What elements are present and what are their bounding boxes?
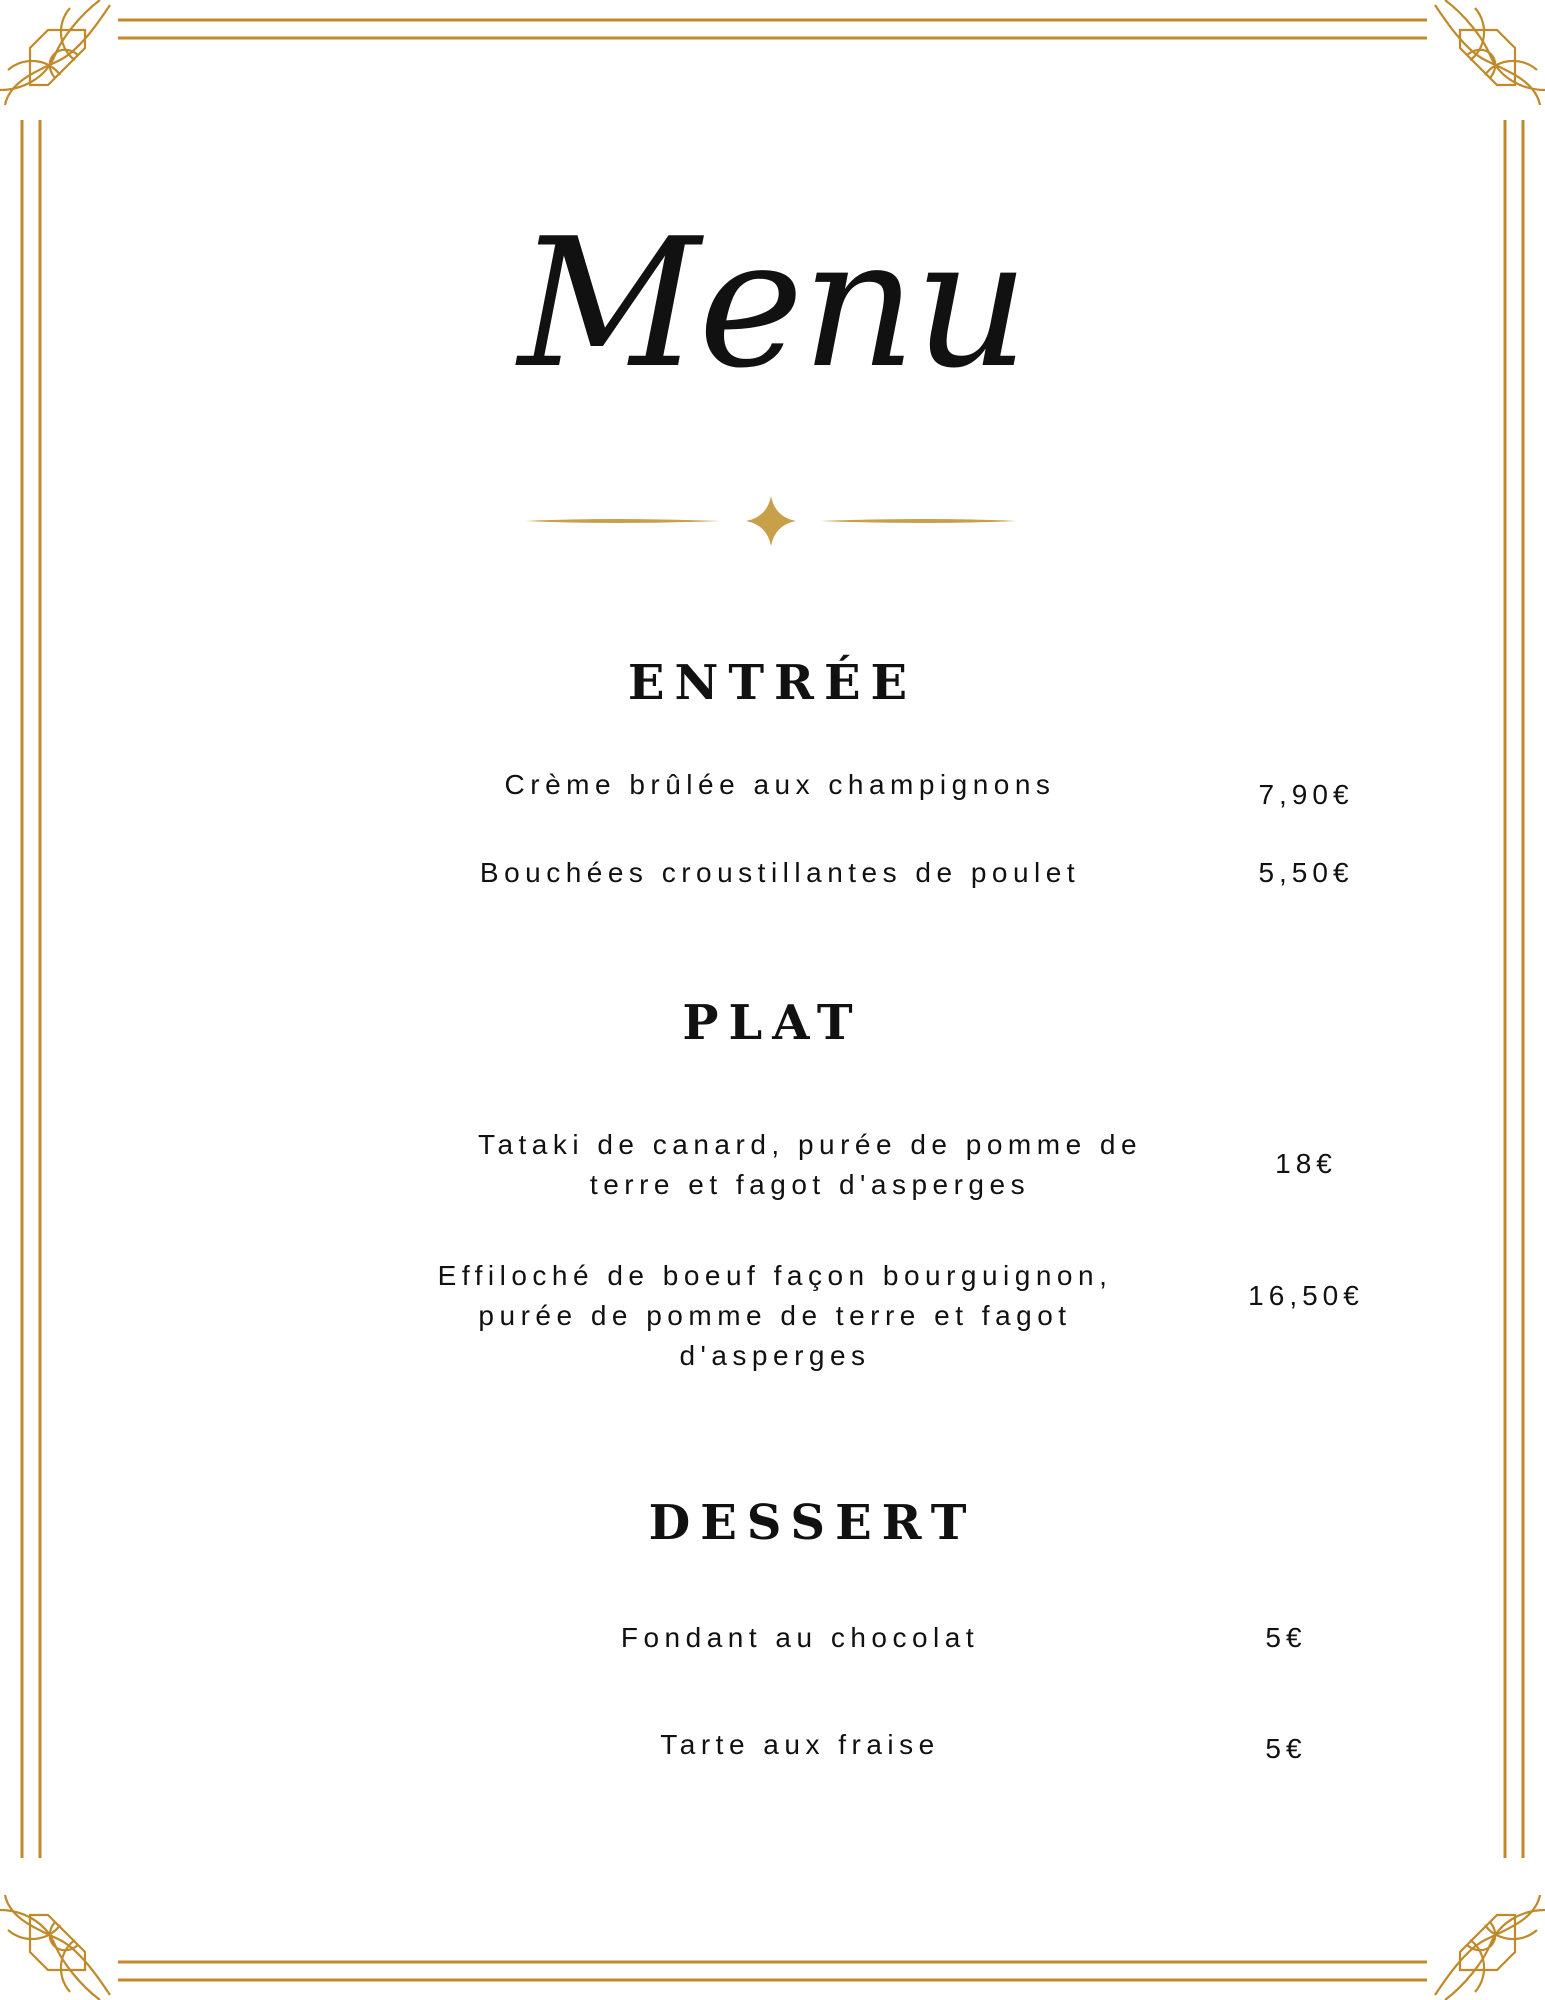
- corner-ornament-top-right: [1435, 0, 1545, 105]
- menu-item-price: 7,90€: [1258, 779, 1354, 810]
- title-divider: [525, 496, 1017, 546]
- corner-ornament-bottom-right: [1435, 1895, 1545, 2000]
- menu-item-name: Crème brûlée aux champignons: [504, 769, 1056, 800]
- menu-item-price: 18€: [1275, 1148, 1337, 1179]
- corner-ornament-top-left: [0, 0, 110, 105]
- page-title: Menu: [518, 200, 1027, 407]
- sparkle-star-icon: [746, 496, 796, 546]
- menu-item-name: Fondant au chocolat: [620, 1622, 980, 1653]
- menu-item-price: 5€: [1265, 1733, 1307, 1764]
- menu-item-name: Bouchées croustillantes de poulet: [479, 857, 1081, 888]
- section-heading-plat: PLAT: [682, 995, 863, 1051]
- section-heading-entree: ENTRÉE: [627, 655, 918, 711]
- menu-item-name: Effiloché de boeuf façon bourguignon, purée de pomme de terre et fagot d'asperges: [437, 1260, 1113, 1371]
- menu-item-name: Tarte aux fraise: [660, 1729, 940, 1760]
- menu-item-price: 5,50€: [1258, 857, 1354, 888]
- menu-item-name: Tataki de canard, purée de pomme de terre et fagot d'asperges: [477, 1129, 1143, 1200]
- menu-item-price: 5€: [1265, 1622, 1307, 1653]
- corner-ornament-bottom-left: [0, 1895, 110, 2000]
- menu-item-price: 16,50€: [1248, 1280, 1364, 1311]
- section-heading-dessert: DESSERT: [648, 1495, 977, 1551]
